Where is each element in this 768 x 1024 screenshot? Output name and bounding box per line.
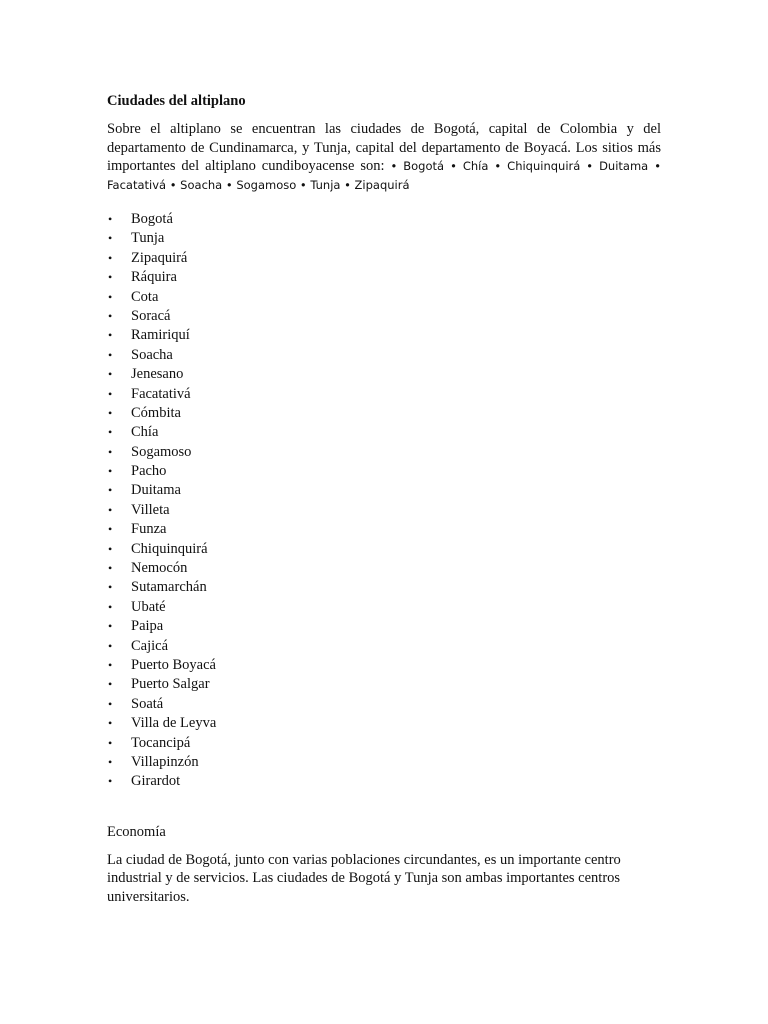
list-item: [107, 714, 661, 733]
list-item: [107, 365, 661, 384]
bullet-icon: •: [108, 289, 113, 304]
list-item: [107, 268, 661, 287]
list-item: [107, 288, 661, 307]
list-item: [107, 210, 661, 229]
bullet-icon: •: [108, 638, 113, 653]
list-item: [107, 753, 661, 772]
list-item-label: Chía: [131, 424, 159, 441]
list-item: [107, 462, 661, 481]
bullet-icon: •: [108, 483, 113, 498]
list-item: [107, 346, 661, 365]
list-item: [107, 481, 661, 500]
list-item: [107, 229, 661, 248]
list-item-label: Soacha: [131, 346, 173, 363]
list-item-label: Nemocón: [131, 560, 188, 577]
bullet-icon: •: [108, 502, 113, 517]
list-item-label: Cota: [131, 288, 159, 305]
bullet-icon: •: [108, 657, 113, 672]
list-item-label: Chiquinquirá: [131, 540, 208, 557]
bullet-icon: •: [108, 599, 113, 614]
list-item-label: Sogamoso: [131, 443, 192, 460]
bullet-icon: •: [108, 367, 113, 382]
bullet-icon: •: [108, 308, 113, 323]
bullet-icon: •: [108, 677, 113, 692]
bullet-icon: •: [108, 386, 113, 401]
list-item-label: Soracá: [131, 307, 171, 324]
list-item: [107, 443, 661, 462]
list-item: [107, 540, 661, 559]
bullet-icon: •: [108, 561, 113, 576]
list-item-label: Girardot: [131, 773, 181, 790]
bullet-icon: •: [108, 444, 113, 459]
list-item-label: Villa de Leyva: [131, 715, 217, 732]
bullet-icon: •: [108, 580, 113, 595]
list-item-label: Cajicá: [131, 637, 169, 654]
list-item-label: Zipaquirá: [131, 249, 188, 266]
list-item: [107, 404, 661, 423]
city-list: [107, 210, 661, 792]
list-item-label: Ramiriquí: [131, 327, 190, 344]
economy-title: Economía: [107, 823, 166, 840]
bullet-icon: •: [108, 464, 113, 479]
bullet-icon: •: [108, 347, 113, 362]
list-item-label: Facatativá: [131, 385, 191, 402]
list-item-label: Puerto Boyacá: [131, 656, 216, 673]
intro-paragraph: [107, 120, 661, 194]
list-item: [107, 675, 661, 694]
list-item-label: Bogotá: [131, 211, 173, 227]
bullet-icon: •: [108, 212, 113, 226]
bullet-icon: •: [108, 425, 113, 440]
list-item: [107, 656, 661, 675]
list-item: [107, 520, 661, 539]
list-item-label: Soatá: [131, 695, 164, 712]
list-item-label: Paipa: [131, 618, 164, 635]
list-item-label: Ubaté: [131, 598, 166, 615]
list-item: [107, 637, 661, 656]
list-item: [107, 385, 661, 404]
list-item-label: Funza: [131, 521, 167, 538]
bullet-icon: •: [108, 541, 113, 556]
bullet-icon: •: [108, 270, 113, 285]
list-item: [107, 772, 661, 791]
bullet-icon: •: [108, 735, 113, 750]
document-page: [107, 92, 661, 906]
bullet-icon: •: [108, 619, 113, 634]
intro-sites-list: • Bogotá • Chía • Chiquinquirá • Duitama • Facatativá • Soacha • Sogamoso • Tunja • Zipaquirá: [107, 159, 661, 192]
bullet-icon: •: [108, 231, 113, 246]
list-item: [107, 501, 661, 520]
list-item-label: Duitama: [131, 482, 181, 499]
list-item: [107, 559, 661, 578]
list-item: [107, 326, 661, 345]
list-item: [107, 249, 661, 268]
bullet-icon: •: [108, 250, 113, 265]
list-item: [107, 598, 661, 617]
bullet-icon: •: [108, 696, 113, 711]
bullet-icon: •: [108, 328, 113, 343]
list-item: [107, 617, 661, 636]
intro-text: Sobre el altiplano se encuentran las ciudades de Bogotá, capital de Colombia y del departamento de Cundinamarca, y Tunja, capital del departamento de Boyacá. Los sitios más importantes del altiplano cundiboyacense son:: [107, 121, 661, 174]
bullet-icon: •: [108, 522, 113, 537]
section-heading: Ciudades del altiplano: [107, 93, 246, 109]
list-item: [107, 423, 661, 442]
bullet-icon: •: [108, 716, 113, 731]
list-item: [107, 695, 661, 714]
list-item-label: Pacho: [131, 463, 167, 480]
bullet-icon: •: [108, 405, 113, 420]
list-item-label: Tunja: [131, 230, 165, 247]
bullet-icon: •: [108, 754, 113, 769]
list-item-label: Villapinzón: [131, 753, 199, 770]
list-item-label: Jenesano: [131, 366, 184, 383]
list-item-label: Cómbita: [131, 404, 181, 421]
list-item: [107, 578, 661, 597]
list-item-label: Tocancipá: [131, 734, 191, 751]
list-item-label: Ráquira: [131, 269, 177, 286]
list-item-label: Villeta: [131, 501, 170, 518]
list-item: [107, 734, 661, 753]
bullet-icon: •: [108, 774, 113, 789]
list-item: [107, 307, 661, 326]
list-item-label: Puerto Salgar: [131, 676, 210, 693]
list-item-label: Sutamarchán: [131, 579, 207, 596]
economy-paragraph: La ciudad de Bogotá, junto con varias poblaciones circundantes, es un importante centro industrial y de servicios. Las ciudades de Bogotá y Tunja son ambas importantes centros universitarios.: [107, 851, 621, 905]
